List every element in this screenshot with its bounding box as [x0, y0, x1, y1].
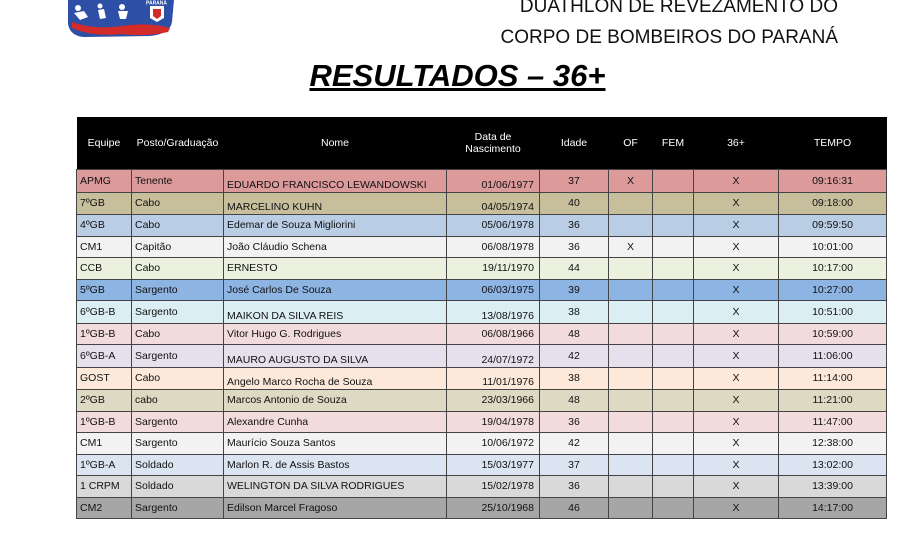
cell-36: X — [694, 323, 779, 345]
cell-data: 15/03/1977 — [447, 454, 540, 476]
cell-idade: 38 — [540, 301, 609, 324]
cell-36: X — [694, 433, 779, 455]
cell-of — [609, 454, 653, 476]
cell-equipe: 1ºGB-A — [77, 454, 132, 476]
cell-tempo: 12:38:00 — [779, 433, 887, 455]
cell-36: X — [694, 345, 779, 368]
cell-posto: Tenente — [132, 170, 224, 193]
results-table — [76, 117, 887, 519]
table-row — [77, 323, 887, 345]
cell-nome: ERNESTO — [224, 258, 447, 280]
cell-idade: 40 — [540, 192, 609, 215]
table-row — [77, 390, 887, 412]
cell-posto: cabo — [132, 390, 224, 412]
cell-36: X — [694, 476, 779, 498]
cell-data: 06/08/1978 — [447, 236, 540, 258]
cell-of — [609, 390, 653, 412]
cell-tempo: 11:21:00 — [779, 390, 887, 412]
cell-tempo: 14:17:00 — [779, 497, 887, 519]
cell-tempo: 10:59:00 — [779, 323, 887, 345]
cell-equipe: 5ºGB — [77, 279, 132, 301]
cell-fem — [653, 390, 694, 412]
cell-of — [609, 433, 653, 455]
cell-posto: Sargento — [132, 345, 224, 368]
cell-36: X — [694, 279, 779, 301]
cell-nome: Vitor Hugo G. Rodrigues — [224, 323, 447, 345]
cell-of — [609, 411, 653, 433]
cell-36: X — [694, 367, 779, 390]
cell-of — [609, 497, 653, 519]
cell-fem — [653, 323, 694, 345]
page-title: RESULTADOS – 36+ — [309, 58, 606, 93]
cell-fem — [653, 279, 694, 301]
col-header-equipe: Equipe — [77, 117, 132, 170]
cell-equipe: CM2 — [77, 497, 132, 519]
table-row — [77, 236, 887, 258]
cell-fem — [653, 258, 694, 280]
cell-of — [609, 345, 653, 368]
cell-fem — [653, 476, 694, 498]
cell-fem — [653, 367, 694, 390]
col-header-idade: Idade — [540, 117, 609, 170]
cell-posto: Sargento — [132, 279, 224, 301]
cell-data: 06/08/1966 — [447, 323, 540, 345]
table-row — [77, 497, 887, 519]
cell-tempo: 10:17:00 — [779, 258, 887, 280]
cell-data: 19/11/1970 — [447, 258, 540, 280]
cell-tempo: 11:47:00 — [779, 411, 887, 433]
cell-equipe: 6ºGB-A — [77, 345, 132, 368]
cell-36: X — [694, 390, 779, 412]
cell-equipe: 1ºGB-B — [77, 323, 132, 345]
cell-of — [609, 476, 653, 498]
table-row — [77, 301, 887, 324]
cell-tempo: 11:06:00 — [779, 345, 887, 368]
cell-of — [609, 215, 653, 237]
cell-fem — [653, 433, 694, 455]
cell-data: 24/07/1972 — [447, 345, 540, 368]
cell-idade: 48 — [540, 323, 609, 345]
cell-nome: Marcos Antonio de Souza — [224, 390, 447, 412]
table-row — [77, 411, 887, 433]
cell-data: 25/10/1968 — [447, 497, 540, 519]
cell-equipe: 2ºGB — [77, 390, 132, 412]
cell-equipe: CM1 — [77, 236, 132, 258]
col-header-36: 36+ — [694, 117, 779, 170]
col-header-of: OF — [609, 117, 653, 170]
cell-equipe: CCB — [77, 258, 132, 280]
cell-idade: 38 — [540, 367, 609, 390]
cell-posto: Sargento — [132, 497, 224, 519]
cell-of — [609, 323, 653, 345]
cell-idade: 37 — [540, 454, 609, 476]
col-header-data: Data de Nascimento — [447, 117, 540, 170]
cell-fem — [653, 301, 694, 324]
table-header-row — [77, 117, 887, 170]
cell-fem — [653, 497, 694, 519]
cell-idade: 44 — [540, 258, 609, 280]
cell-36: X — [694, 258, 779, 280]
table-row — [77, 192, 887, 215]
table-row — [77, 345, 887, 368]
table-row — [77, 476, 887, 498]
cell-fem — [653, 236, 694, 258]
cell-36: X — [694, 215, 779, 237]
cell-equipe: APMG — [77, 170, 132, 193]
table-row — [77, 367, 887, 390]
cell-nome: Angelo Marco Rocha de Souza — [224, 367, 447, 390]
cell-data: 06/03/1975 — [447, 279, 540, 301]
cell-data: 01/06/1977 — [447, 170, 540, 193]
cell-tempo: 09:16:31 — [779, 170, 887, 193]
cell-idade: 36 — [540, 236, 609, 258]
cell-nome: José Carlos De Souza — [224, 279, 447, 301]
cell-idade: 36 — [540, 476, 609, 498]
cell-tempo: 09:59:50 — [779, 215, 887, 237]
cell-nome: Marlon R. de Assis Bastos — [224, 454, 447, 476]
cell-of: X — [609, 170, 653, 193]
logo-text: PARANÁ — [146, 0, 168, 7]
cell-idade: 37 — [540, 170, 609, 193]
cell-of — [609, 367, 653, 390]
col-header-fem: FEM — [653, 117, 694, 170]
cell-idade: 36 — [540, 215, 609, 237]
cell-data: 23/03/1966 — [447, 390, 540, 412]
cell-equipe: 6ºGB-B — [77, 301, 132, 324]
cell-fem — [653, 192, 694, 215]
event-logo — [64, 0, 178, 38]
col-header-nome: Nome — [224, 117, 447, 170]
cell-posto: Soldado — [132, 476, 224, 498]
table-row — [77, 258, 887, 280]
cell-equipe: 4ºGB — [77, 215, 132, 237]
cell-posto: Cabo — [132, 367, 224, 390]
cell-data: 10/06/1972 — [447, 433, 540, 455]
cell-posto: Sargento — [132, 411, 224, 433]
cell-data: 15/02/1978 — [447, 476, 540, 498]
cell-of — [609, 192, 653, 215]
cell-equipe: CM1 — [77, 433, 132, 455]
cell-36: X — [694, 497, 779, 519]
cell-fem — [653, 411, 694, 433]
cell-posto: Soldado — [132, 454, 224, 476]
table-row — [77, 170, 887, 193]
cell-36: X — [694, 170, 779, 193]
cell-of — [609, 279, 653, 301]
cell-data: 05/06/1978 — [447, 215, 540, 237]
cell-fem — [653, 170, 694, 193]
col-header-posto: Posto/Graduação — [132, 117, 224, 170]
cell-of — [609, 258, 653, 280]
header-line-2: CORPO DE BOMBEIROS DO PARANÁ — [500, 27, 838, 48]
cell-data: 04/05/1974 — [447, 192, 540, 215]
cell-equipe: 7ºGB — [77, 192, 132, 215]
table-row — [77, 454, 887, 476]
header-line-1: DUATHLON DE REVEZAMENTO DO — [519, 0, 838, 17]
cell-nome: Edemar de Souza Migliorini — [224, 215, 447, 237]
col-header-tempo: TEMPO — [779, 117, 887, 170]
cell-idade: 36 — [540, 411, 609, 433]
cell-36: X — [694, 454, 779, 476]
cell-posto: Cabo — [132, 323, 224, 345]
cell-nome: MAURO AUGUSTO DA SILVA — [224, 345, 447, 368]
cell-tempo: 13:02:00 — [779, 454, 887, 476]
cell-nome: WELINGTON DA SILVA RODRIGUES — [224, 476, 447, 498]
cell-posto: Cabo — [132, 258, 224, 280]
cell-equipe: GOST — [77, 367, 132, 390]
cell-tempo: 10:01:00 — [779, 236, 887, 258]
cell-idade: 48 — [540, 390, 609, 412]
cell-nome: João Cláudio Schena — [224, 236, 447, 258]
cell-nome: Edilson Marcel Fragoso — [224, 497, 447, 519]
table-row — [77, 433, 887, 455]
cell-36: X — [694, 301, 779, 324]
cell-tempo: 09:18:00 — [779, 192, 887, 215]
cell-data: 13/08/1976 — [447, 301, 540, 324]
cell-nome: MAIKON DA SILVA REIS — [224, 301, 447, 324]
cell-idade: 46 — [540, 497, 609, 519]
cell-posto: Capitão — [132, 236, 224, 258]
cell-posto: Sargento — [132, 433, 224, 455]
cell-data: 11/01/1976 — [447, 367, 540, 390]
cell-data: 19/04/1978 — [447, 411, 540, 433]
cell-posto: Cabo — [132, 192, 224, 215]
cell-tempo: 10:51:00 — [779, 301, 887, 324]
cell-fem — [653, 215, 694, 237]
cell-idade: 42 — [540, 345, 609, 368]
cell-fem — [653, 454, 694, 476]
table-row — [77, 215, 887, 237]
cell-tempo: 13:39:00 — [779, 476, 887, 498]
cell-36: X — [694, 236, 779, 258]
cell-idade: 42 — [540, 433, 609, 455]
cell-equipe: 1 CRPM — [77, 476, 132, 498]
cell-nome: Alexandre Cunha — [224, 411, 447, 433]
cell-nome: Maurício Souza Santos — [224, 433, 447, 455]
cell-tempo: 10:27:00 — [779, 279, 887, 301]
cell-of: X — [609, 236, 653, 258]
cell-36: X — [694, 411, 779, 433]
cell-posto: Sargento — [132, 301, 224, 324]
cell-fem — [653, 345, 694, 368]
cell-nome: MARCELINO KUHN — [224, 192, 447, 215]
cell-idade: 39 — [540, 279, 609, 301]
cell-of — [609, 301, 653, 324]
cell-equipe: 1ºGB-B — [77, 411, 132, 433]
cell-36: X — [694, 192, 779, 215]
cell-tempo: 11:14:00 — [779, 367, 887, 390]
table-row — [77, 279, 887, 301]
cell-nome: EDUARDO FRANCISCO LEWANDOWSKI — [224, 170, 447, 193]
cell-posto: Cabo — [132, 215, 224, 237]
